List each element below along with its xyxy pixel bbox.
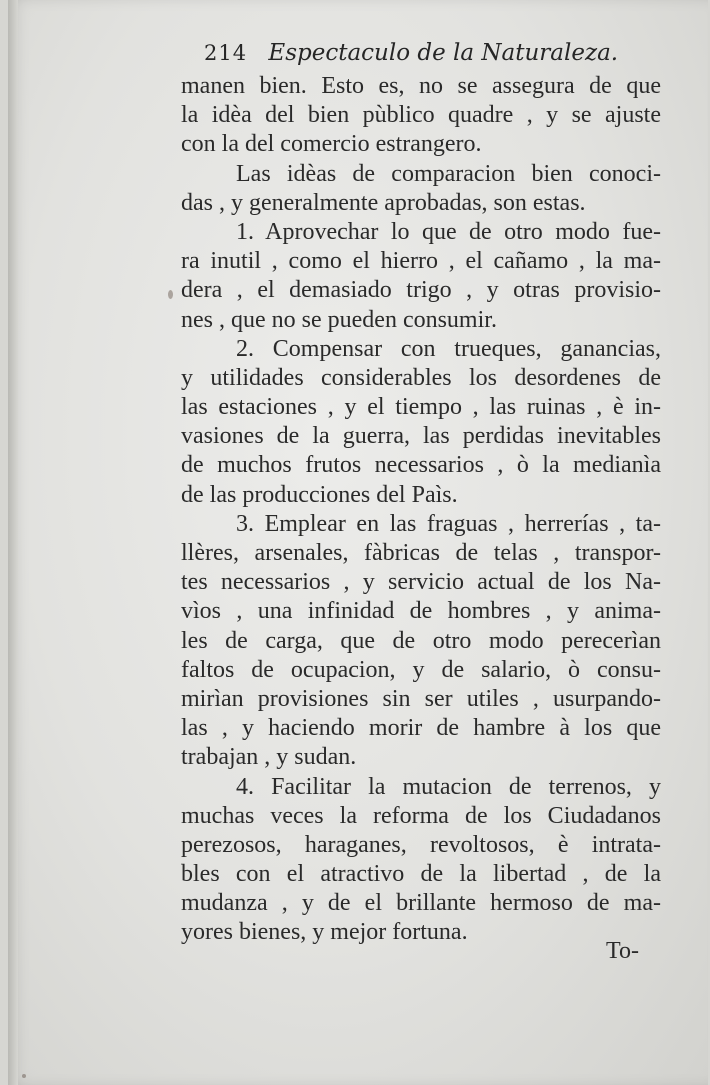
running-header [204,40,624,74]
text-line: das , y generalmente aprobadas, son estas. [181,189,586,216]
foxing-spot [168,290,173,299]
text-line: de muchos frutos necessarios , ò la medianìa [181,452,661,479]
text-line: bles con el atractivo de la libertad , de la [181,861,661,888]
page-number: 214 [204,41,248,65]
text-line: nes , que no se pueden consumir. [181,306,497,333]
body-text [181,72,661,948]
text-line: la idèa del bien pùblico quadre , y se ajuste [181,102,661,129]
text-line: ra inutil , como el hierro , el cañamo , la ma- [181,248,661,275]
text-line: y utilidades considerables los desordenes de [181,364,661,391]
text-line: 3. Emplear en las fraguas , herrerías , ta- [236,510,661,537]
text-line: con la del comercio estrangero. [181,131,482,158]
text-line: de las producciones del Paìs. [181,481,458,508]
text-line: las , y haciendo morir de hambre à los que [181,715,661,742]
book-page [8,0,708,1085]
catchword: To- [606,938,639,964]
text-line: llères, arsenales, fàbricas de telas , transpor- [181,540,661,566]
text-line: las estaciones , y el tiempo , las ruinas , è in- [181,394,661,421]
running-title: Espectaculo de la Naturaleza. [268,40,619,66]
text-line: faltos de ocupacion, y de salario, ò consu- [181,656,661,683]
text-line: vìos , una infinidad de hombres , y anima- [181,598,661,625]
text-line: 2. Compensar con trueques, ganancias, [236,335,661,362]
text-line: vasiones de la guerra, las perdidas inevitables [181,423,661,450]
text-line: muchas veces la reforma de los Ciudadanos [181,802,661,829]
text-line: tes necessarios , y servicio actual de los Na- [181,569,661,596]
text-line: mirìan provisiones sin ser utiles , usurpando- [181,685,661,712]
text-line: les de carga, que de otro modo perecerìan [181,627,661,654]
text-line: yores bienes, y mejor fortuna. [181,919,468,946]
text-line: 1. Aprovechar lo que de otro modo fue- [236,218,661,245]
text-line: mudanza , y de el brillante hermoso de ma- [181,890,661,917]
text-line: perezosos, haraganes, revoltosos, è intrata- [181,831,661,858]
text-line: 4. Facilitar la mutacion de terrenos, y [236,773,661,800]
text-line: trabajan , y sudan. [181,744,357,771]
text-line: manen bien. Esto es, no se assegura de que [181,73,661,99]
page-gutter-edge [8,0,18,1085]
text-line: Las idèas de comparacion bien conoci- [236,160,661,187]
text-line: dera , el demasiado trigo , y otras provisio- [181,277,661,304]
foxing-spot [22,1074,26,1078]
